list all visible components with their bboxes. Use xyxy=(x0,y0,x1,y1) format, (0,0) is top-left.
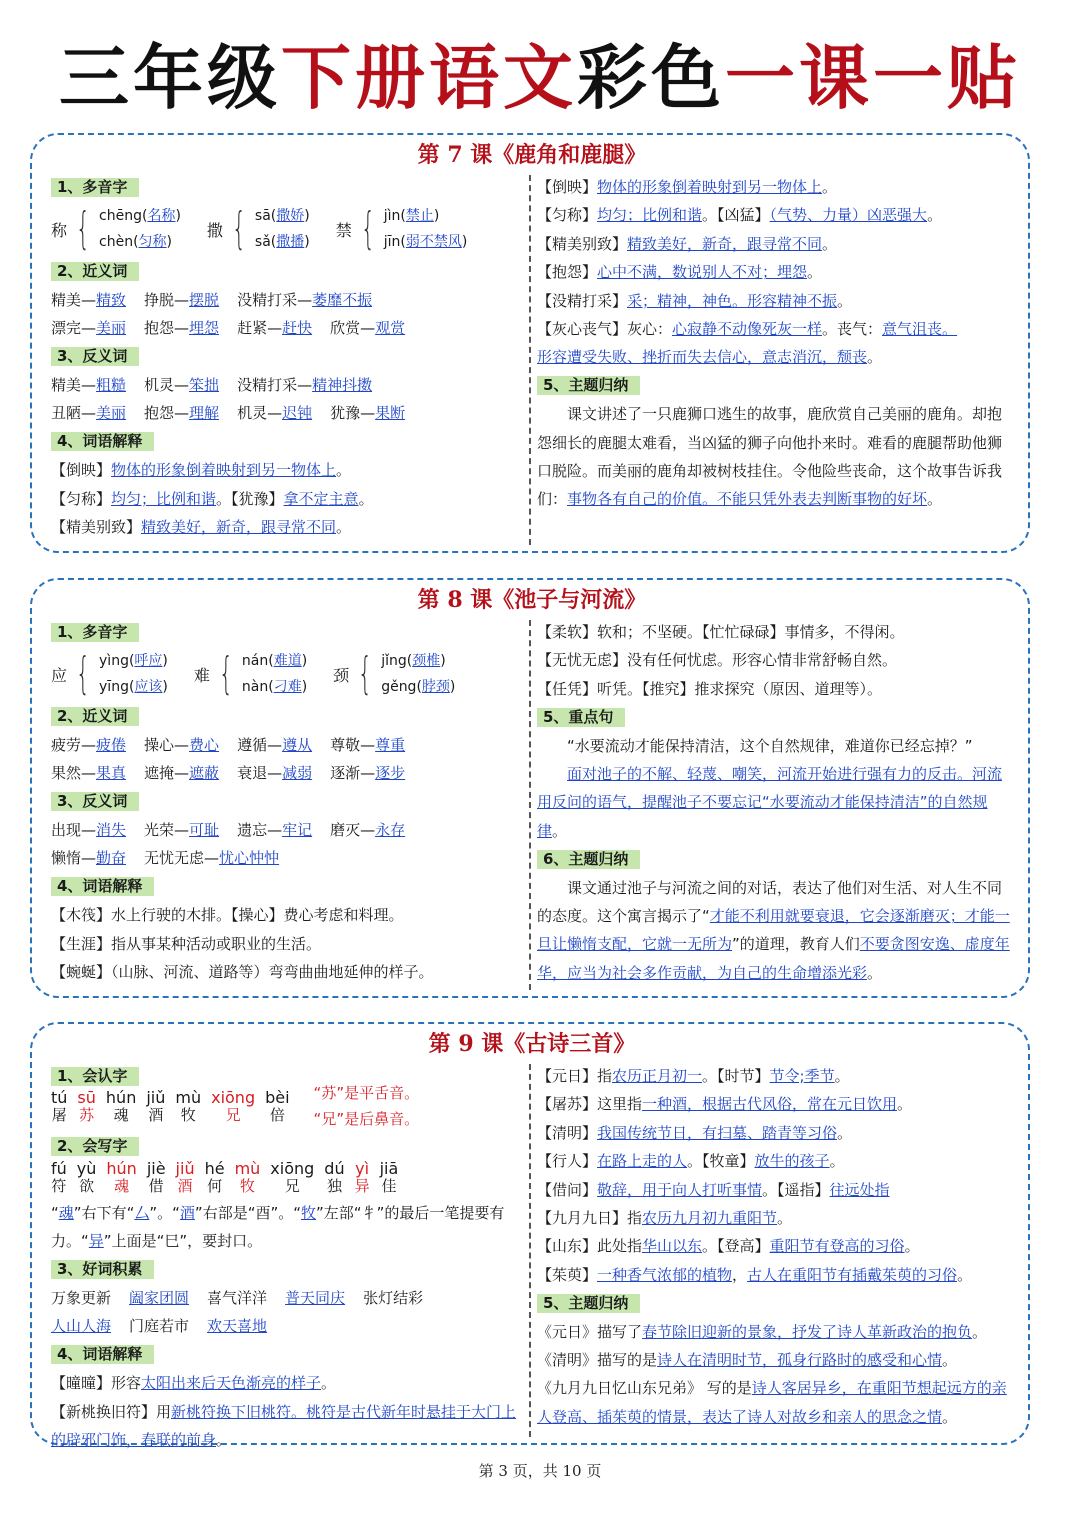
definition-line: 【柔软】软和；不坚硬。【忙忙碌碌】事情多，不得闲。 xyxy=(537,623,905,641)
section-label: 4、词语解释 xyxy=(51,1345,154,1364)
page-header xyxy=(0,28,1080,128)
word-pair: 没精打采—精神抖擞 xyxy=(237,375,373,394)
definition-line: 【九月九日】指农历九月初九重阳节。 xyxy=(537,1208,793,1227)
definition-line: 【匀称】均匀；比例和谐。【犹豫】拿不定主意。 xyxy=(51,489,374,508)
word-pair: 机灵—迟钝 xyxy=(237,404,313,423)
example-word: 颈椎 xyxy=(412,653,441,670)
good-word: 门庭若市 xyxy=(129,1317,190,1336)
word-pair: 抱怨—埋怨 xyxy=(144,319,220,338)
section-label: 4、词语解释 xyxy=(51,432,154,451)
brace-icon: { xyxy=(358,648,373,700)
section-label: 1、多音字 xyxy=(51,623,139,642)
good-word: 喜气洋洋 xyxy=(207,1288,268,1307)
word-pair: 操心—费心 xyxy=(144,735,220,754)
word-pair: 懒惰—勤奋 xyxy=(51,849,127,868)
pinyin: chēng xyxy=(99,208,142,225)
pinyin: yìng xyxy=(99,653,129,670)
section-label: 5、主题归纳 xyxy=(537,1294,640,1313)
word-pair: 丑陋—美丽 xyxy=(51,404,127,423)
section-label: 2、近义词 xyxy=(51,262,139,281)
theme-paragraph: 课文讲述了一只鹿狮口逃生的故事，鹿欣赏自己美丽的鹿角。却抱怨细长的鹿腿太难看，当凶猛的狮子向他扑来时。难看的鹿腿帮助他狮口脱险。而美丽的鹿角却被树枝挂住。令他险些丧命，这个故事告诉我们：事物各有自己的价值。不能只凭外表去判断事物的好坏。 xyxy=(537,405,1003,509)
word-pair: 尊敬—尊重 xyxy=(330,735,406,754)
word-pair: 光荣—可耻 xyxy=(144,820,220,839)
synonym-row xyxy=(51,286,521,314)
good-word: 普天同庆 xyxy=(285,1288,346,1307)
char-with-pinyin: mù 牧 xyxy=(234,1158,261,1195)
polyphone-char: 称 xyxy=(51,220,68,240)
brace-icon: { xyxy=(76,203,91,255)
antonym-row xyxy=(51,844,521,872)
word-pair: 遮掩—遮蔽 xyxy=(144,764,220,783)
theme-paragraph: 课文通过池子与河流之间的对话，表达了他们对生活、对人生不同的态度。这个寓言揭示了“才能不利用就要衰退，它会逐渐磨灭；才能一旦让懒惰支配，它就一无所为”的道理，教育人们不要贪图安逸、虚度年华，应当为社会多作贡献，为自己的生命增添光彩。 xyxy=(537,878,1010,982)
section-label: 5、主题归纳 xyxy=(537,376,640,395)
definition-line: 【无忧无虑】没有任何忧虑。形容心情非常舒畅自然。 xyxy=(537,651,898,670)
char-with-pinyin: fú 符 xyxy=(51,1158,67,1195)
good-word: 张灯结彩 xyxy=(363,1288,424,1307)
column-divider xyxy=(529,620,531,990)
good-words-row xyxy=(51,1312,521,1340)
word-pair: 果然—果真 xyxy=(51,764,127,783)
char-with-pinyin: jiè 借 xyxy=(146,1158,166,1195)
word-pair: 遗忘—牢记 xyxy=(237,820,313,839)
definition-line: 【行人】在路上走的人。【牧童】放牛的孩子。 xyxy=(537,1152,845,1171)
lesson-7-card xyxy=(30,133,1030,553)
word-pair: 赶紧—赶快 xyxy=(237,319,313,338)
char-with-pinyin: hún 魂 xyxy=(105,1088,137,1125)
definition-line: 【任凭】听凭。【推究】推求探究（原因、道理等）。 xyxy=(537,679,883,698)
antonym-row xyxy=(51,371,521,399)
header-part-2: 下册语文 xyxy=(281,36,577,119)
note: “苏”是平舌音。 xyxy=(313,1084,420,1103)
word-pair: 挣脱—摆脱 xyxy=(144,290,220,309)
section-label: 3、反义词 xyxy=(51,347,139,366)
synonym-row xyxy=(51,314,521,342)
example-word: 脖颈 xyxy=(421,679,450,696)
definition-line: 【清明】我国传统节日，有扫墓、踏青等习俗。 xyxy=(537,1123,853,1142)
write-chars xyxy=(51,1158,521,1199)
word-pair: 犹豫—果断 xyxy=(330,404,406,423)
polyphone-group: 撒 { sā(撒娇) sǎ(撒播) xyxy=(206,203,310,255)
char-with-pinyin: xiōng 兄 xyxy=(211,1088,256,1125)
definition-line: 【元日】指农历正月初一。【时节】节令;季节。 xyxy=(537,1067,850,1085)
good-word: 欢天喜地 xyxy=(207,1317,268,1336)
column-divider xyxy=(529,175,531,545)
char-with-pinyin: jiǔ 酒 xyxy=(175,1158,195,1195)
definition-line: 【抱怨】心中不满，数说别人不对；埋怨。 xyxy=(537,263,823,282)
header-part-1: 三年级 xyxy=(59,36,281,119)
definition-line: 【借问】敬辞，用于向人打听事情。【遥指】往远处指 xyxy=(537,1180,890,1199)
pinyin: yīng xyxy=(99,679,129,696)
theme-line: 《清明》描写的是诗人在清明时节，孤身行路时的感受和心情。 xyxy=(537,1350,958,1369)
pinyin: sǎ xyxy=(254,234,271,251)
char-with-pinyin: hé 何 xyxy=(204,1158,225,1195)
example-word: 撒娇 xyxy=(276,208,305,225)
char-with-pinyin: dú 独 xyxy=(324,1158,345,1195)
theme-line: 《九月九日忆山东兄弟》 写的是诗人客居异乡，在重阳节想起远方的亲人登高、插茱萸的情景，表达了诗人对故乡和亲人的思念之情。 xyxy=(537,1379,1007,1426)
pinyin: nán xyxy=(241,653,269,670)
brace-icon: { xyxy=(218,648,233,700)
section-label: 1、会认字 xyxy=(51,1067,139,1086)
section-label: 6、主题归纳 xyxy=(537,850,640,869)
char-with-pinyin: bèi 倍 xyxy=(265,1088,290,1125)
word-pair: 漂完—美丽 xyxy=(51,319,127,338)
good-word: 阖家团圆 xyxy=(129,1288,190,1307)
brace-icon: { xyxy=(360,203,375,255)
example-word: 弱不禁风 xyxy=(405,234,462,251)
section-label: 3、反义词 xyxy=(51,792,139,811)
header-part-3: 彩色 xyxy=(577,36,725,119)
pinyin: sā xyxy=(254,208,271,225)
key-sentence-analysis: 面对池子的不解、轻蔑、嘲笑，河流开始进行强有力的反击。河流用反问的语气，提醒池子不要忘记“水要流动才能保持清洁”的自然规律。 xyxy=(537,764,1003,840)
section-label: 5、重点句 xyxy=(537,708,625,727)
polyphone-group: 称 { chēng(名称) chèn(匀称) xyxy=(51,203,181,255)
polyphone-group: 禁 { jìn(禁止) jīn(弱不禁风) xyxy=(335,203,468,255)
note: “兄”是后鼻音。 xyxy=(313,1110,420,1129)
definition-line: 【匀称】均匀；比例和谐。【凶猛】（气势、力量）凶恶强大。 xyxy=(537,206,943,225)
char-with-pinyin: hún 魂 xyxy=(106,1158,137,1195)
definition-line: 【倒映】物体的形象倒着映射到另一物体上。 xyxy=(537,178,838,196)
theme-line: 《元日》描写了春节除旧迎新的景象，抒发了诗人革新政治的抱负。 xyxy=(537,1322,988,1341)
polyphone-group: 颈 { jǐng(颈椎) gěng(脖颈) xyxy=(333,648,456,700)
pinyin: jīn xyxy=(383,234,401,251)
char-with-pinyin: mù 牧 xyxy=(175,1088,202,1125)
word-pair: 精美—粗糙 xyxy=(51,375,127,394)
char-with-pinyin: jiǔ 酒 xyxy=(146,1088,166,1125)
polyphone-char: 撒 xyxy=(206,220,223,240)
key-sentence-quote: “水要流动才能保持清洁，这个自然规律，难道你已经忘掉？” xyxy=(567,736,973,755)
word-pair: 无忧无虑—忧心忡忡 xyxy=(144,849,280,868)
section-label: 3、好词积累 xyxy=(51,1260,154,1279)
lesson-8-left-column xyxy=(51,618,521,986)
lesson-7-title: 第 7 课《鹿角和鹿腿》 xyxy=(417,142,647,168)
polyphone-group: 应 { yìng(呼应) yīng(应该) xyxy=(51,648,168,700)
good-word: 人山人海 xyxy=(51,1317,112,1336)
good-words-row xyxy=(51,1284,521,1312)
definition-line: 【山东】此处指华山以东。【登高】重阳节有登高的习俗。 xyxy=(537,1237,920,1256)
column-divider xyxy=(529,1064,531,1437)
example-word: 禁止 xyxy=(405,208,434,225)
antonym-row xyxy=(51,399,521,427)
word-pair: 精美—精致 xyxy=(51,290,127,309)
example-word: 撒播 xyxy=(276,234,305,251)
word-pair: 抱怨—理解 xyxy=(144,404,220,423)
recognize-chars xyxy=(51,1090,300,1124)
section-label: 4、词语解释 xyxy=(51,877,154,896)
definition-line: 【精美别致】精致美好，新奇，跟寻常不同。 xyxy=(51,517,352,536)
brace-icon: { xyxy=(231,203,246,255)
char-with-pinyin: jiā 佳 xyxy=(379,1158,399,1195)
definition-line: 【茱萸】一种香气浓郁的植物，古人在重阳节有插戴茱萸的习俗。 xyxy=(537,1265,973,1284)
synonym-row xyxy=(51,759,521,787)
pronunciation-notes xyxy=(314,1080,420,1132)
example-word: 呼应 xyxy=(134,653,163,670)
antonym-row xyxy=(51,816,521,844)
example-word: 刁难 xyxy=(273,679,302,696)
example-word: 匀称 xyxy=(138,234,167,251)
lesson-8-card xyxy=(30,578,1030,998)
example-word: 难道 xyxy=(273,653,302,670)
pinyin: jìn xyxy=(383,208,401,225)
definition-line: 【没精打采】采；精神，神色。形容精神不振。 xyxy=(537,291,853,310)
word-pair: 出现—消失 xyxy=(51,820,127,839)
definition-line: 【新桃换旧符】用新桃符换下旧桃符。桃符是古代新年时悬挂于大门上的辟邪门饰，春联的前身。 xyxy=(51,1402,517,1449)
pinyin: chèn xyxy=(99,234,134,251)
char-with-pinyin: yù 欲 xyxy=(76,1158,97,1195)
definition-line: 形容遭受失败、挫折而失去信心，意志消沉，颓丧。 xyxy=(537,348,883,367)
lesson-8-title: 第 8 课《池子与河流》 xyxy=(417,587,647,613)
section-label: 2、会写字 xyxy=(51,1137,139,1156)
lesson-7-right-column xyxy=(537,173,1012,514)
section-label: 2、近义词 xyxy=(51,707,139,726)
definition-line: 【蜿蜒】（山脉、河流、道路等）弯弯曲曲地延伸的样子。 xyxy=(51,962,434,981)
definition-line: 【屠苏】这里指一种酒，根据古代风俗，常在元日饮用。 xyxy=(537,1095,913,1114)
word-pair: 欣赏—观赏 xyxy=(330,319,406,338)
definition-line: 【灰心丧气】灰心：心寂静不动像死灰一样。丧气：意气沮丧。 xyxy=(537,319,958,338)
definition-line: 【精美别致】精致美好，新奇，跟寻常不同。 xyxy=(537,234,838,253)
word-pair: 衰退—减弱 xyxy=(237,764,313,783)
definition-line: 【生涯】指从事某种活动或职业的生活。 xyxy=(51,934,322,953)
good-word: 万象更新 xyxy=(51,1288,112,1307)
polyphone-group: 难 { nán(难道) nàn(刁难) xyxy=(193,648,308,700)
char-with-pinyin: sū 苏 xyxy=(77,1088,96,1125)
definition-line: 【曈曈】形容太阳出来后天色渐亮的样子。 xyxy=(51,1374,337,1393)
header-part-4: 一课一贴 xyxy=(725,36,1021,119)
char-with-pinyin: xiōng 兄 xyxy=(270,1158,315,1195)
example-word: 应该 xyxy=(134,679,163,696)
word-pair: 没精打采—萎靡不振 xyxy=(237,290,373,309)
char-with-pinyin: tú 屠 xyxy=(51,1088,68,1125)
char-with-pinyin: yì 异 xyxy=(354,1158,370,1195)
polyphone-char: 难 xyxy=(193,665,210,685)
polyphone-char: 禁 xyxy=(335,220,352,240)
page-number: 第 3 页，共 10 页 xyxy=(478,1462,602,1480)
brace-icon: { xyxy=(76,648,91,700)
word-pair: 逐渐—逐步 xyxy=(330,764,406,783)
synonym-row xyxy=(51,731,521,759)
pinyin: jǐng xyxy=(381,653,407,670)
lesson-9-title: 第 9 课《古诗三首》 xyxy=(428,1031,636,1057)
lesson-9-card xyxy=(30,1022,1030,1449)
lesson-7-left-column xyxy=(51,173,521,541)
lesson-9-left-column xyxy=(51,1062,521,1454)
word-pair: 磨灭—永存 xyxy=(330,820,406,839)
pinyin: nàn xyxy=(241,679,269,696)
definition-line: 【倒映】物体的形象倒着映射到另一物体上。 xyxy=(51,461,352,480)
definition-line: 【木筏】水上行驶的木排。【操心】费心考虑和料理。 xyxy=(51,906,404,925)
polyphone-row xyxy=(51,646,521,702)
word-pair: 疲劳—疲倦 xyxy=(51,735,127,754)
word-pair: 遵循—遵从 xyxy=(237,735,313,754)
word-pair: 机灵—笨拙 xyxy=(144,375,220,394)
polyphone-char: 颈 xyxy=(333,665,350,685)
lesson-9-right-column xyxy=(537,1062,1012,1431)
lesson-8-right-column xyxy=(537,618,1012,987)
example-word: 名称 xyxy=(147,208,176,225)
writing-tips: “魂”右下有“厶”。“酒”右部是“酉”。“牧”左部“牜”的最后一笔提要有力。“异”上面是“巳”，要封口。 xyxy=(51,1203,505,1251)
recognize-chars-row xyxy=(51,1084,521,1132)
pinyin: gěng xyxy=(381,679,417,696)
polyphone-char: 应 xyxy=(51,665,68,685)
polyphone-row xyxy=(51,201,521,257)
section-label: 1、多音字 xyxy=(51,178,139,197)
